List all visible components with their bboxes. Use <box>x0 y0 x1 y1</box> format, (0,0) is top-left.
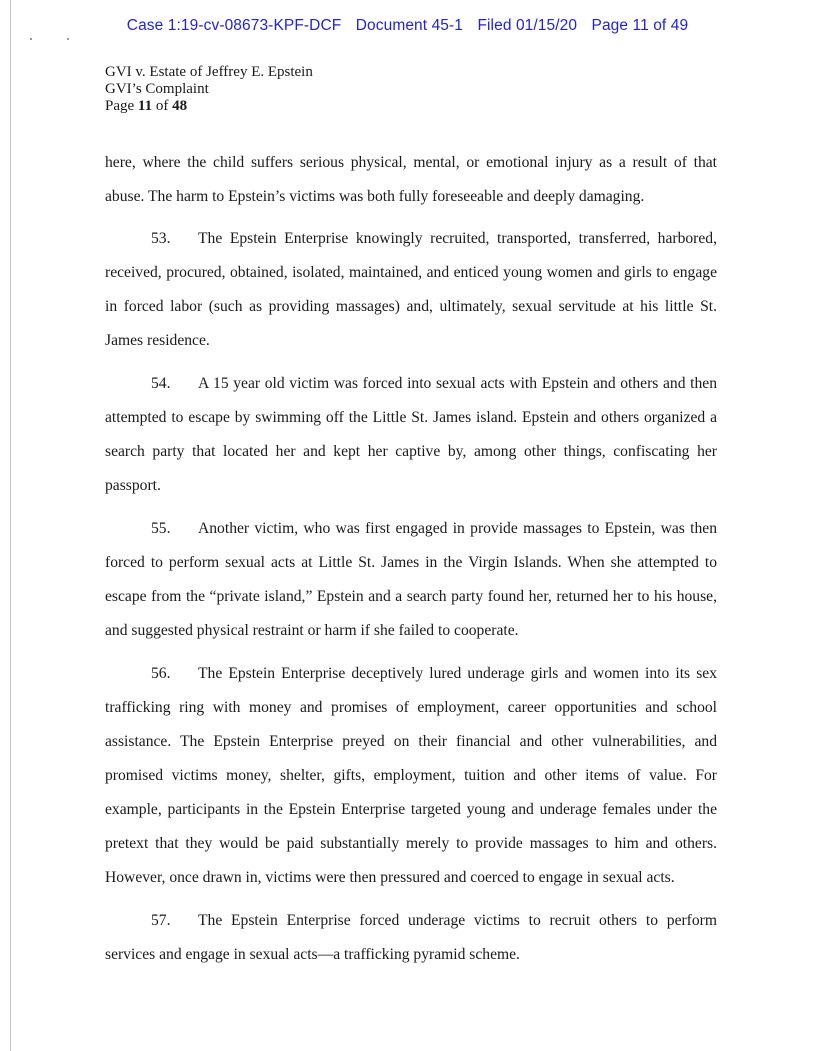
paragraph-53 <box>105 222 717 358</box>
document-caption <box>105 64 313 115</box>
paragraph-text: Another victim, who was first engaged in provide massages to Epstein, was then forced to perform sexual acts at Little St. James in the Virgin Islands. When she attempted to escape from the “private island,” Epstein and a search party found her, returned her to his house, and suggested physical restraint or harm if she failed to cooperate. <box>105 520 717 639</box>
paragraph-text: The Epstein Enterprise forced underage victims to recruit others to perform services and engage in sexual acts—a trafficking pyramid scheme. <box>105 912 717 963</box>
paragraph-55 <box>105 512 717 648</box>
paragraph-number: 55. <box>151 520 171 537</box>
paragraph-number: 57. <box>151 912 171 929</box>
ecf-header-stamp <box>0 17 815 35</box>
caption-page-line <box>105 98 313 115</box>
paragraph-57 <box>105 904 717 972</box>
paragraph-56 <box>105 657 717 895</box>
paragraph-number: 54. <box>151 375 171 392</box>
paragraph-text: A 15 year old victim was forced into sexual acts with Epstein and others and then attempted to escape by swimming off the Little St. James island. Epstein and others organized a search party that located her and kept her captive by, among other things, confiscating her passport. <box>105 375 717 494</box>
stamp-page: Page 11 of 49 <box>591 17 689 34</box>
paragraph-text: The Epstein Enterprise deceptively lured underage girls and women into its sex trafficking ring with money and promises of employment, career opportunities and school assistance. The Epstein Enterprise preyed on their financial and other vulnerabilities, and promised victims money, shelter, gifts, employment, tuition and other items of value. For example, participants in the Epstein Enterprise targeted young and underage females under the pretext that they would be paid substantially merely to provide massages to him and others. However, once drawn in, victims were then pressured and coerced to engage in sexual acts. <box>105 665 717 886</box>
caption-document-title: GVI’s Complaint <box>105 81 209 97</box>
caption-page-prefix: Page <box>105 98 135 114</box>
caption-page-of: of <box>155 98 169 114</box>
caption-case-title: GVI v. Estate of Jeffrey E. Epstein <box>105 64 313 80</box>
document-number: Document 45-1 <box>355 17 464 34</box>
paragraph-text: The Epstein Enterprise knowingly recruited, transported, transferred, harbored, received, procured, obtained, isolated, maintained, and enticed young women and girls to engage in forced labor (such as providing massages) and, ultimately, sexual servitude at his little St. James residence. <box>105 230 717 349</box>
caption-page-number: 11 <box>137 98 153 114</box>
document-body <box>105 146 717 981</box>
filed-date: Filed 01/15/20 <box>477 17 578 34</box>
scan-speck <box>30 38 32 40</box>
continuation-paragraph: here, where the child suffers serious physical, mental, or emotional injury as a result of that abuse. The harm to Epstein’s victims was both fully foreseeable and deeply damaging. <box>105 154 717 205</box>
paragraph-number: 53. <box>151 230 171 247</box>
case-number: Case 1:19-cv-08673-KPF-DCF <box>126 17 342 34</box>
scan-speck <box>67 38 69 40</box>
caption-page-total: 48 <box>172 98 188 114</box>
paragraph-54 <box>105 367 717 503</box>
scan-edge-line <box>10 0 11 1051</box>
paragraph-number: 56. <box>151 665 171 682</box>
